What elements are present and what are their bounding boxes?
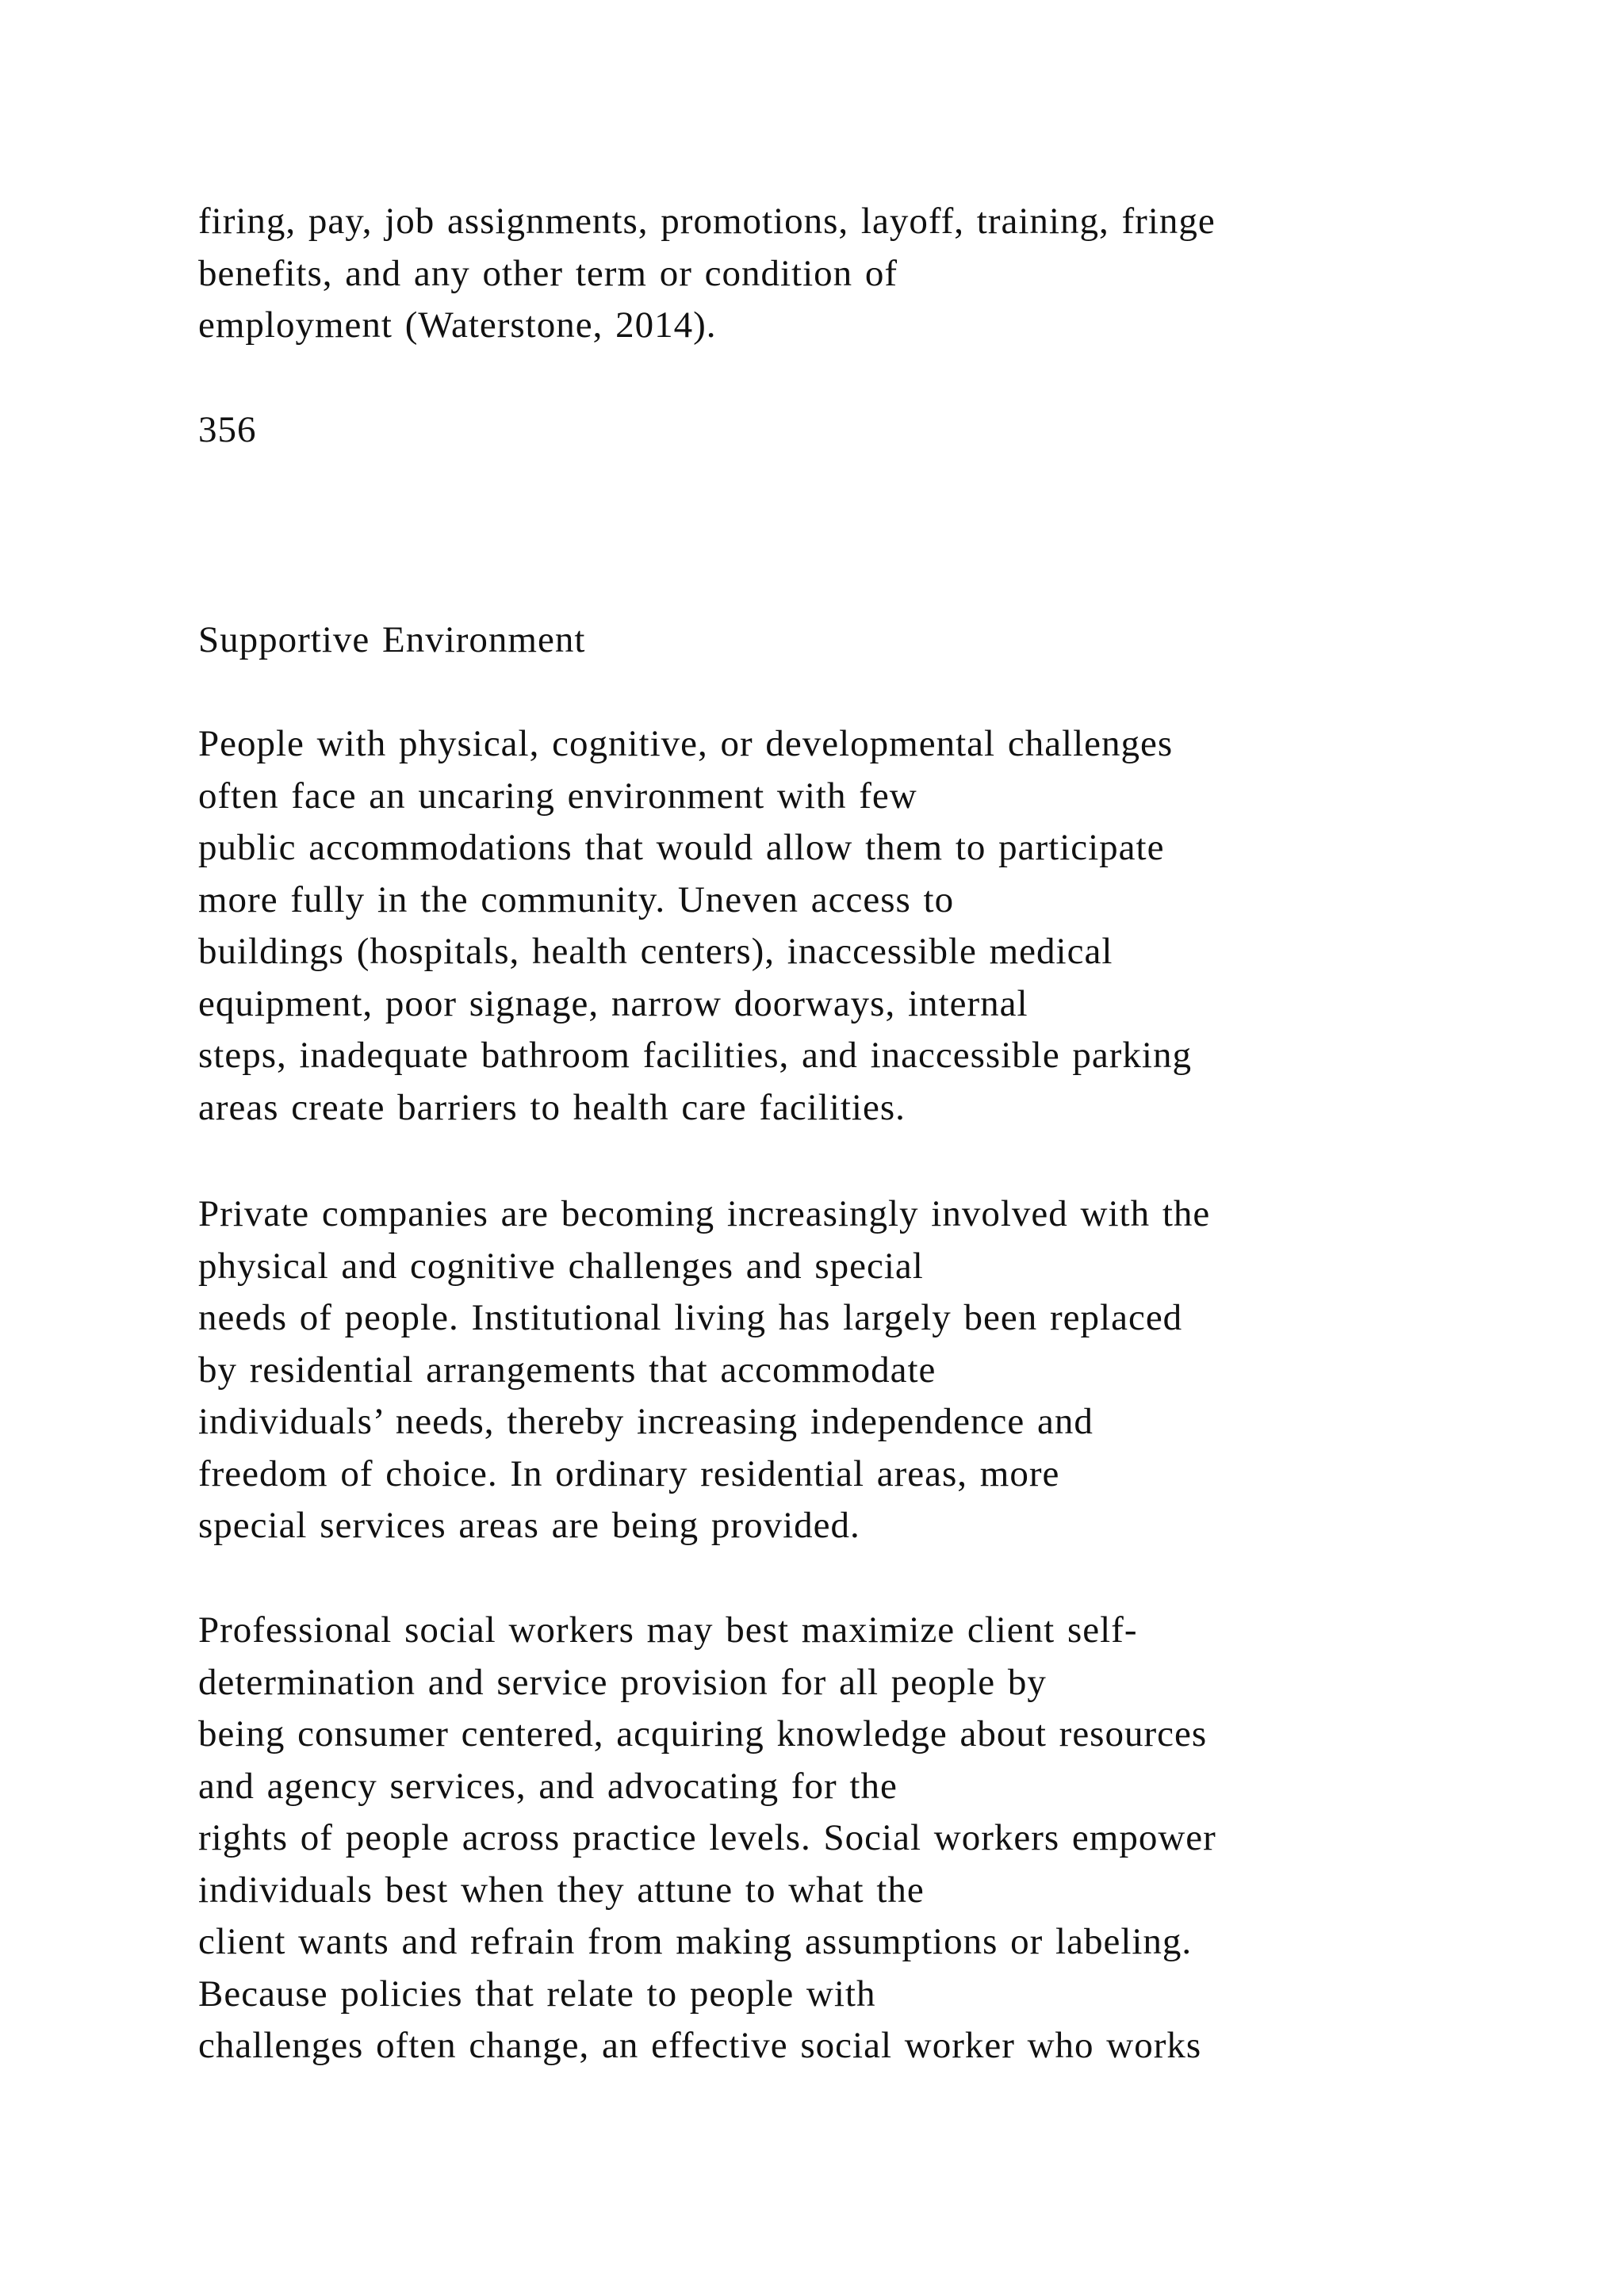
text-line: and agency services, and advocating for the <box>198 1765 898 1807</box>
text-line: People with physical, cognitive, or developmental challenges <box>198 723 1174 764</box>
paragraph-private-companies <box>198 1188 1483 1552</box>
text-line: freedom of choice. In ordinary residential areas, more <box>198 1452 1060 1494</box>
text-line: buildings (hospitals, health centers), inaccessible medical <box>198 931 1113 972</box>
text-line: by residential arrangements that accommodate <box>198 1349 936 1391</box>
text-line: Private companies are becoming increasingly involved with the <box>198 1193 1211 1234</box>
text-line: firing, pay, job assignments, promotions, layoff, training, fringe <box>198 201 1216 242</box>
page-number-text: 356 <box>198 409 257 450</box>
text-line: equipment, poor signage, narrow doorways, internal <box>198 982 1028 1024</box>
page-number <box>198 404 1483 457</box>
text-line: benefits, and any other term or condition of <box>198 252 898 294</box>
text-line: needs of people. Institutional living has largely been replaced <box>198 1297 1183 1338</box>
text-line: special services areas are being provided. <box>198 1505 860 1546</box>
text-line: rights of people across practice levels. Social workers empower <box>198 1817 1216 1858</box>
text-line: public accommodations that would allow them to participate <box>198 827 1165 868</box>
section-heading <box>198 614 1483 667</box>
paragraph-social-workers <box>198 1605 1483 2072</box>
heading-text: Supportive Environment <box>198 619 586 660</box>
text-line: areas create barriers to health care facilities. <box>198 1086 906 1128</box>
text-line: being consumer centered, acquiring knowledge about resources <box>198 1713 1208 1755</box>
text-line: employment (Waterstone, 2014). <box>198 304 717 346</box>
text-line: steps, inadequate bathroom facilities, and inaccessible parking <box>198 1035 1192 1076</box>
paragraph-supportive-environment <box>198 718 1483 1134</box>
text-line: physical and cognitive challenges and special <box>198 1245 924 1287</box>
text-line: Professional social workers may best maximize client self- <box>198 1609 1138 1651</box>
text-line: Because policies that relate to people with <box>198 1973 876 2015</box>
text-line: determination and service provision for all people by <box>198 1661 1047 1703</box>
text-line: individuals best when they attune to what the <box>198 1869 925 1911</box>
text-line: individuals’ needs, thereby increasing independence and <box>198 1401 1094 1442</box>
paragraph-employment <box>198 196 1483 352</box>
text-line: client wants and refrain from making assumptions or labeling. <box>198 1921 1193 1962</box>
text-line: more fully in the community. Uneven access to <box>198 878 955 920</box>
text-line: challenges often change, an effective social worker who works <box>198 2025 1202 2066</box>
text-line: often face an uncaring environment with few <box>198 775 917 817</box>
